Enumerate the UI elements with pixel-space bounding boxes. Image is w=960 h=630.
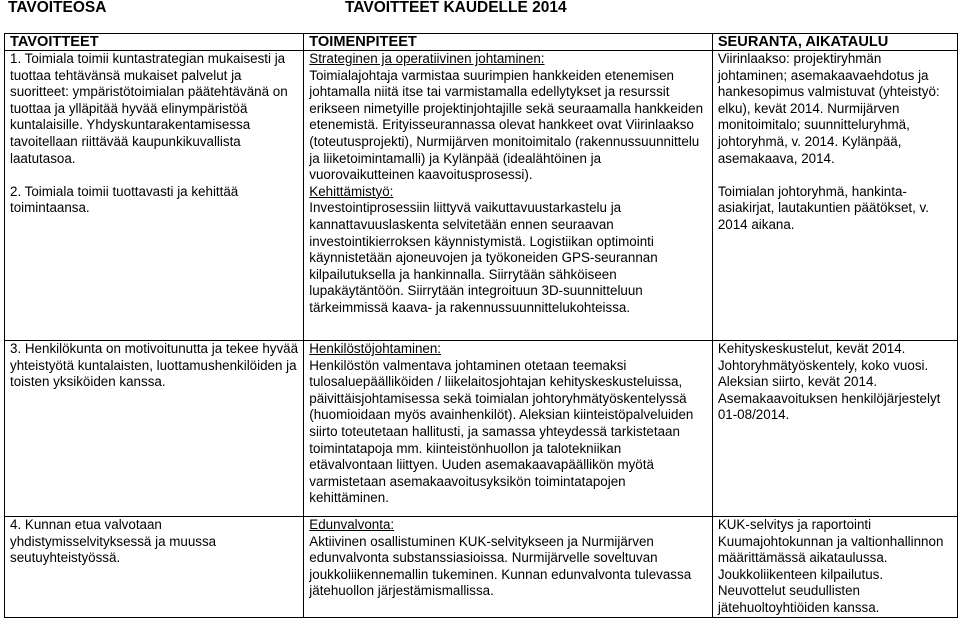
column-header-actions: TOIMENPITEET <box>304 34 713 51</box>
goal-text: 1. Toimiala toimii kuntastrategian mukaisesti ja tuottaa tehtävänsä mukaiset palvelut ja suoritteet: ympäristötoimialan päätehtävänä on tuottaa ja ylläpitää hyvää elinympäristöä kuntalaisille. Yhdyskuntarakentamisessa tavoitellaan riittävää kaupunkikuvallista laatutasoa. <box>10 51 288 166</box>
table-header-row <box>5 34 958 51</box>
goals-cell <box>5 341 304 517</box>
action-title: Henkilöstöjohtaminen: <box>309 341 442 356</box>
followup-text: KUK-selvitys ja raportointi Kuumajohtokunnan ja valtionhallinnon määrittämässä aikataulussa. Joukkoliikenteen kilpailutus. Neuvottelut seudullisten jätehuoltoyhtiöiden kanssa. <box>717 517 944 615</box>
action-text: Investointiprosessiin liittyvä vaikuttavuustarkastelu ja kannattavuuslaskenta selvitetään ennen seuraavan investointikierroksen käynnistymistä. Logistiikan optimointi käynnistetään ajoneuvojen ja työkoneiden GPS-seurannan kilpailutuksella ja hankinnalla. Siirrytään sähköiseen lupakäytäntöön. Siirrytään integroituun 3D-suunnitteluun tärkeimmissä kaava- ja rakennussuunnittelukohteissa. <box>309 200 658 315</box>
followup-text: Viirinlaakso: projektiryhmän johtaminen; asemakaavaehdotus ja hankesopimus valmistuvat (yhteistyö: elku), kevät 2014. Nurmijärven monitoimitalo; suunnitteluryhmä, johtoryhmä, v. 2014. Kylänpää, asemakaava, 2014. <box>717 51 940 166</box>
actions-cell <box>304 51 713 341</box>
goal-text: 3. Henkilökunta on motivoitunutta ja tekee hyvää yhteistyötä kuntalaisten, luottamushenkilöiden ja toisten yksiköiden kanssa. <box>10 341 299 390</box>
action-text: Toimialajohtaja varmistaa suurimpien hankkeiden etenemisen johtamalla niitä itse tai varmistamalla edellytykset ja resurssit erikseen nimetyille projektinjohtajille sekä seuraamalla hankkeiden etenemistä. Erityisseurannassa olevat hankkeet ovat Viirinlaakso (toteutusprojekti), Nurmijärven monitoimitalo (rakennussuunnittelu ja liiketoimintamalli) ja Kylänpää (idealähtöinen ja vuorovaikutteinen kaavoitusprosessi). <box>309 67 704 183</box>
followup-text: Kehityskeskustelut, kevät 2014. Johtoryhmätyöskentely, koko vuosi. Aleksian siirto, kevät 2014. Asemakaavoituksen henkilöjärjestelyt 01-08/2014. <box>717 341 941 423</box>
goals-cell <box>5 517 304 618</box>
goals-table <box>4 33 958 618</box>
period-heading: TAVOITTEET KAUDELLE 2014 <box>345 0 567 16</box>
table-row <box>5 341 958 517</box>
column-header-followup: SEURANTA, AIKATAULU <box>712 34 957 51</box>
action-title: Edunvalvonta: <box>309 517 395 532</box>
table-row <box>5 51 958 341</box>
action-text: Aktiivinen osallistuminen KUK-selvitykseen ja Nurmijärven edunvalvonta substanssiasioissa. Nurmijärvelle soveltuvan joukkoliikennemallin tukeminen. Kunnan edunvalvonta tulevassa jätehuollon järjestämismallissa. <box>309 533 692 599</box>
action-title: Kehittämistyö: <box>309 183 394 199</box>
followup-cell <box>712 51 957 341</box>
goals-cell <box>5 51 304 341</box>
followup-text: Toimialan johtoryhmä, hankinta-asiakirjat, lautakuntien päätökset, v. 2014 aikana. <box>717 183 929 232</box>
actions-cell <box>304 341 713 517</box>
goal-text: 4. Kunnan etua valvotaan yhdistymisselvityksessä ja muussa seutuyhteistyössä. <box>10 517 217 566</box>
followup-cell <box>712 341 957 517</box>
actions-cell <box>304 517 713 618</box>
column-header-goals: TAVOITTEET <box>5 34 304 51</box>
table-row <box>5 517 958 618</box>
section-heading: TAVOITEOSA <box>8 0 107 16</box>
followup-cell <box>712 517 957 618</box>
goal-text: 2. Toimiala toimii tuottavasti ja kehittää toimintaansa. <box>10 183 239 216</box>
action-title: Strateginen ja operatiivinen johtaminen: <box>309 51 545 66</box>
action-text: Henkilöstön valmentava johtaminen otetaan teemaksi tulosaluepäälliköiden / liikelaitosjohtajan kehityskeskusteluissa, päivittäisjohtamisessa sekä toimialan johtoryhmätyöskentelyssä (huomioidaan myös avainhenkilöt). Aleksian kiinteistöpalveluiden siirto toteutetaan hallitusti, ja samassa yhteydessä tarkistetaan toimintatapoja mm. kiinteistönhuollon ja talotekniikan etävalvontaan liittyen. Uuden asemakaavapäällikön myötä varmistetaan asemakaavoitusyksikön toimintatapojen kehittäminen. <box>309 357 694 506</box>
